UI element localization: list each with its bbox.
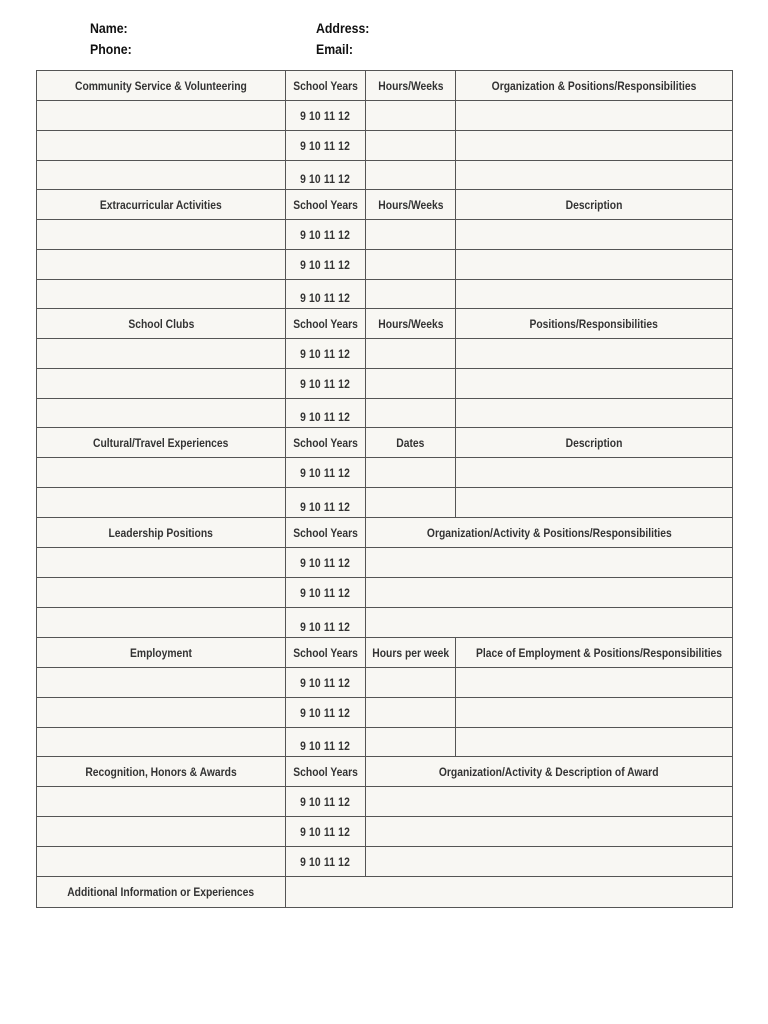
details-field[interactable] bbox=[366, 548, 733, 578]
details-field[interactable] bbox=[456, 698, 733, 728]
school-years-options[interactable]: 9 10 11 12 bbox=[286, 280, 366, 309]
details-field[interactable] bbox=[456, 369, 733, 399]
school-years-options[interactable]: 9 10 11 12 bbox=[286, 399, 366, 428]
details-field[interactable] bbox=[366, 817, 733, 847]
table-row bbox=[37, 698, 733, 728]
hours-field[interactable] bbox=[366, 369, 456, 399]
details-field[interactable] bbox=[456, 280, 733, 309]
entry-field[interactable] bbox=[37, 369, 286, 399]
address-label: Address: bbox=[316, 20, 370, 36]
email-label: Email: bbox=[316, 41, 353, 57]
table-row bbox=[37, 817, 733, 847]
table-row bbox=[37, 280, 733, 309]
details-field[interactable] bbox=[456, 668, 733, 698]
school-years-header: School Years bbox=[286, 190, 366, 220]
dates-header: Dates bbox=[366, 428, 456, 458]
details-field[interactable] bbox=[456, 101, 733, 131]
entry-field[interactable] bbox=[37, 787, 286, 817]
hours-field[interactable] bbox=[366, 399, 456, 428]
entry-field[interactable] bbox=[37, 548, 286, 578]
school-years-options[interactable]: 9 10 11 12 bbox=[286, 250, 366, 280]
school-years-options[interactable]: 9 10 11 12 bbox=[286, 728, 366, 757]
description-header: Description bbox=[456, 428, 733, 458]
table-row bbox=[37, 668, 733, 698]
hours-field[interactable] bbox=[366, 101, 456, 131]
details-field[interactable] bbox=[456, 339, 733, 369]
hours-field[interactable] bbox=[366, 250, 456, 280]
extracurricular-title: Extracurricular Activities bbox=[37, 190, 286, 220]
details-field[interactable] bbox=[456, 131, 733, 161]
table-row bbox=[37, 369, 733, 399]
hours-field[interactable] bbox=[366, 668, 456, 698]
hours-weeks-header: Hours/Weeks bbox=[366, 71, 456, 101]
table-row bbox=[37, 787, 733, 817]
table-row bbox=[37, 847, 733, 877]
entry-field[interactable] bbox=[37, 220, 286, 250]
table-row bbox=[37, 578, 733, 608]
school-years-options[interactable]: 9 10 11 12 bbox=[286, 488, 366, 518]
hours-field[interactable] bbox=[366, 131, 456, 161]
details-field[interactable] bbox=[456, 161, 733, 190]
school-years-header: School Years bbox=[286, 518, 366, 548]
entry-field[interactable] bbox=[37, 817, 286, 847]
details-field[interactable] bbox=[366, 787, 733, 817]
entry-field[interactable] bbox=[37, 488, 286, 518]
phone-label: Phone: bbox=[90, 41, 132, 57]
school-years-header: School Years bbox=[286, 757, 366, 787]
table-row bbox=[37, 548, 733, 578]
employment-header-row bbox=[37, 638, 733, 668]
leadership-header-row bbox=[37, 518, 733, 548]
clubs-title: School Clubs bbox=[37, 309, 286, 339]
entry-field[interactable] bbox=[37, 458, 286, 488]
hours-per-week-header: Hours per week bbox=[366, 638, 456, 668]
hours-field[interactable] bbox=[366, 698, 456, 728]
details-field[interactable] bbox=[366, 608, 733, 638]
employment-place-header: Place of Employment & Positions/Responsibilities bbox=[456, 638, 733, 668]
school-years-options[interactable]: 9 10 11 12 bbox=[286, 668, 366, 698]
table-row bbox=[37, 399, 733, 428]
entry-field[interactable] bbox=[37, 728, 286, 757]
school-years-header: School Years bbox=[286, 309, 366, 339]
table-row bbox=[37, 339, 733, 369]
hours-field[interactable] bbox=[366, 280, 456, 309]
cultural-title: Cultural/Travel Experiences bbox=[37, 428, 286, 458]
table-row bbox=[37, 488, 733, 518]
table-row bbox=[37, 220, 733, 250]
hours-field[interactable] bbox=[366, 220, 456, 250]
activity-form-table bbox=[36, 70, 733, 908]
school-years-options[interactable]: 9 10 11 12 bbox=[286, 787, 366, 817]
entry-field[interactable] bbox=[37, 608, 286, 638]
entry-field[interactable] bbox=[37, 161, 286, 190]
school-years-header: School Years bbox=[286, 71, 366, 101]
additional-row bbox=[37, 877, 733, 908]
entry-field[interactable] bbox=[37, 131, 286, 161]
table-row bbox=[37, 161, 733, 190]
details-field[interactable] bbox=[456, 220, 733, 250]
hours-weeks-header: Hours/Weeks bbox=[366, 190, 456, 220]
entry-field[interactable] bbox=[37, 339, 286, 369]
table-row bbox=[37, 728, 733, 757]
recognition-header-row bbox=[37, 757, 733, 787]
organization-header: Organization & Positions/Responsibilities bbox=[456, 71, 733, 101]
table-row bbox=[37, 131, 733, 161]
school-years-header: School Years bbox=[286, 428, 366, 458]
cultural-header-row bbox=[37, 428, 733, 458]
school-years-options[interactable]: 9 10 11 12 bbox=[286, 698, 366, 728]
details-field[interactable] bbox=[456, 488, 733, 518]
entry-field[interactable] bbox=[37, 399, 286, 428]
table-row bbox=[37, 458, 733, 488]
school-years-options[interactable]: 9 10 11 12 bbox=[286, 458, 366, 488]
hours-field[interactable] bbox=[366, 728, 456, 757]
community-header-row bbox=[37, 71, 733, 101]
hours-field[interactable] bbox=[366, 339, 456, 369]
table-row bbox=[37, 101, 733, 131]
details-field[interactable] bbox=[456, 458, 733, 488]
hours-weeks-header: Hours/Weeks bbox=[366, 309, 456, 339]
details-field[interactable] bbox=[456, 728, 733, 757]
entry-field[interactable] bbox=[37, 847, 286, 877]
recognition-title: Recognition, Honors & Awards bbox=[37, 757, 286, 787]
school-years-options[interactable]: 9 10 11 12 bbox=[286, 101, 366, 131]
details-field[interactable] bbox=[456, 250, 733, 280]
dates-field[interactable] bbox=[366, 488, 456, 518]
school-years-options[interactable]: 9 10 11 12 bbox=[286, 339, 366, 369]
clubs-header-row bbox=[37, 309, 733, 339]
details-field[interactable] bbox=[456, 399, 733, 428]
school-years-options[interactable]: 9 10 11 12 bbox=[286, 131, 366, 161]
entry-field[interactable] bbox=[37, 101, 286, 131]
entry-field[interactable] bbox=[37, 250, 286, 280]
details-field[interactable] bbox=[366, 847, 733, 877]
table-row bbox=[37, 608, 733, 638]
organization-header: Organization/Activity & Positions/Responsibilities bbox=[366, 518, 733, 548]
entry-field[interactable] bbox=[37, 698, 286, 728]
additional-info-field[interactable] bbox=[286, 877, 733, 908]
school-years-options[interactable]: 9 10 11 12 bbox=[286, 161, 366, 190]
positions-header: Positions/Responsibilities bbox=[456, 309, 733, 339]
dates-field[interactable] bbox=[366, 458, 456, 488]
leadership-title: Leadership Positions bbox=[37, 518, 286, 548]
details-field[interactable] bbox=[366, 578, 733, 608]
school-years-options[interactable]: 9 10 11 12 bbox=[286, 578, 366, 608]
school-years-options[interactable]: 9 10 11 12 bbox=[286, 369, 366, 399]
hours-field[interactable] bbox=[366, 161, 456, 190]
employment-title: Employment bbox=[37, 638, 286, 668]
school-years-options[interactable]: 9 10 11 12 bbox=[286, 220, 366, 250]
additional-title: Additional Information or Experiences bbox=[37, 877, 286, 908]
table-row bbox=[37, 250, 733, 280]
school-years-options[interactable]: 9 10 11 12 bbox=[286, 548, 366, 578]
name-label: Name: bbox=[90, 20, 128, 36]
school-years-options[interactable]: 9 10 11 12 bbox=[286, 608, 366, 638]
description-header: Description bbox=[456, 190, 733, 220]
extracurricular-header-row bbox=[37, 190, 733, 220]
entry-field[interactable] bbox=[37, 280, 286, 309]
entry-field[interactable] bbox=[37, 578, 286, 608]
school-years-options[interactable]: 9 10 11 12 bbox=[286, 847, 366, 877]
award-description-header: Organization/Activity & Description of Award bbox=[366, 757, 733, 787]
school-years-header: School Years bbox=[286, 638, 366, 668]
school-years-options[interactable]: 9 10 11 12 bbox=[286, 817, 366, 847]
community-title: Community Service & Volunteering bbox=[37, 71, 286, 101]
entry-field[interactable] bbox=[37, 668, 286, 698]
